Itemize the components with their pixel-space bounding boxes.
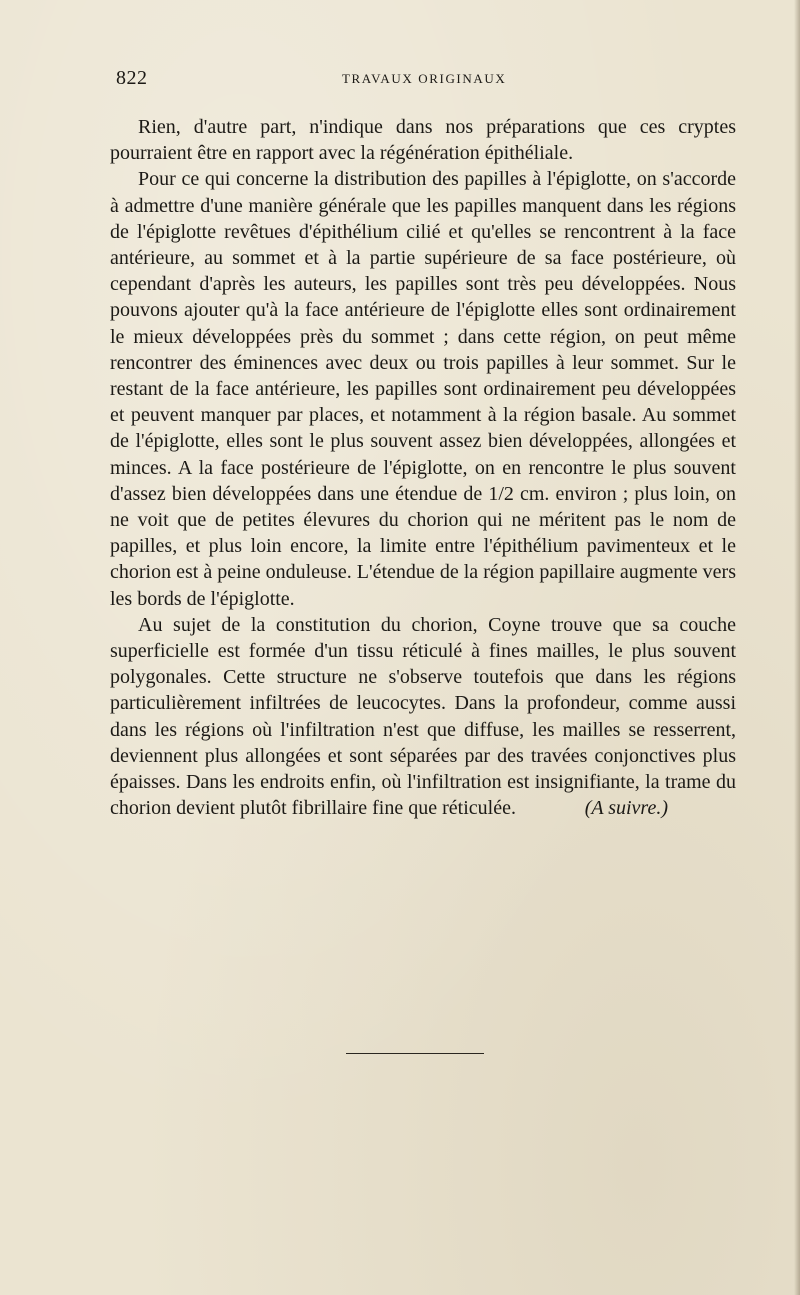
paragraph-chorion-constitution (110, 612, 736, 822)
body-text (110, 114, 736, 821)
running-title: TRAVAUX ORIGINAUX (342, 71, 507, 86)
page-number: 822 (116, 67, 148, 89)
page-header (110, 67, 732, 91)
paragraph-papilles-distribution: Pour ce qui concerne la distribution des papilles à l'épiglotte, on s'accorde à admettre d'une manière générale que les papilles manquent dans les régions de l'épiglotte revêtues d'épithélium cilié et qu'elles se rencontrent à la face antérieure, au sommet et à la partie supérieure de sa face postérieure, où cependant d'après les auteurs, les papilles sont très peu développées. Nous pouvons ajouter qu'à la face antérieure de l'épiglotte elles sont ordinairement le mieux développées près du sommet ; dans cette région, on peut même rencontrer des éminences avec deux ou trois papilles à leur sommet. Sur le restant de la face antérieure, les papilles sont ordinairement peu développées et peuvent manquer par places, et notamment à la région basale. Au sommet de l'épiglotte, elles sont le plus souvent assez bien développées, allongées et minces. A la face postérieure de l'épiglotte, on en rencontre le plus souvent d'assez bien développées dans une étendue de 1/2 cm. environ ; plus loin, on ne voit que de petites élevures du chorion qui ne méritent pas le nom de papilles, et plus loin encore, la limite entre l'épithélium pavimenteux et le chorion est à peine onduleuse. L'étendue de la région papillaire augmente vers les bords de l'épiglotte. (110, 168, 736, 610)
paragraph-chorion-text: Au sujet de la constitution du chorion, Coyne trouve que sa couche superficielle est formée d'un tissu réticulé à fines mailles, le plus souvent polygonales. Cette structure ne s'observe toutefois que dans les régions particulièrement infiltrées de leucocytes. Dans la profondeur, comme aussi dans les régions où l'infiltration n'est que diffuse, les mailles se resserrent, deviennent plus allongées et sont séparées par des travées conjonctives plus épaisses. Dans les endroits enfin, où l'infiltration est insignifiante, la trame du chorion devient plutôt fibrillaire fine que réticulée. (110, 613, 736, 820)
paragraph-cryptes: Rien, d'autre part, n'indique dans nos préparations que ces cryptes pourraient être en rapport avec la régénération épithéliale. (110, 116, 736, 165)
to-be-continued-note: (A suivre.) (584, 797, 668, 820)
end-rule (346, 1053, 484, 1054)
page-edge-shadow (794, 0, 800, 1295)
